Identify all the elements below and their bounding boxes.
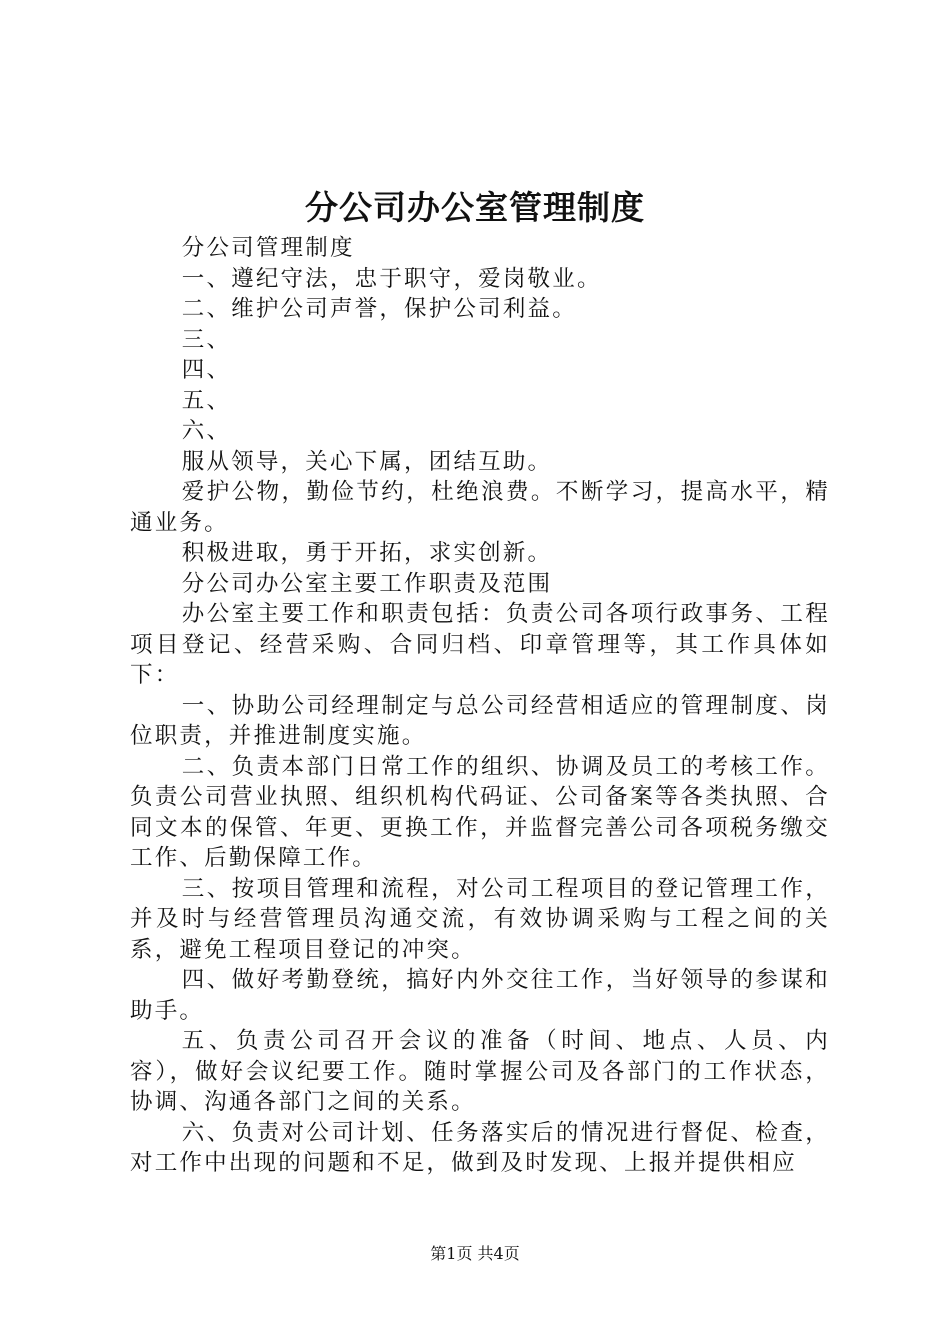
paragraph: 分公司管理制度 [181, 235, 355, 261]
paragraph: 三、按项目管理和流程，对公司工程项目的登记管理工作，并及时与经营管理员沟通交流，有效协调采购与工程之间的关系，避免工程项目登记的冲突。 [130, 875, 830, 963]
page-number: 第1页 共4页 [430, 1244, 520, 1263]
paragraph: 四、做好考勤登统，搞好内外交往工作，当好领导的参谋和助手。 [130, 967, 830, 1024]
paragraph: 办公室主要工作和职责包括：负责公司各项行政事务、工程项目登记、经营采购、合同归档、印章管理等，其工作具体如下： [130, 601, 830, 688]
document-body [130, 233, 830, 1179]
paragraph: 分公司办公室主要工作职责及范围 [181, 570, 553, 597]
paragraph: 三、 [181, 326, 232, 353]
paragraph: 一、遵纪守法，忠于职守，爱岗敬业。 [181, 265, 602, 292]
paragraph: 六、负责对公司计划、任务落实后的情况进行督促、检查，对工作中出现的问题和不足，做到及时发现、上报并提供相应 [130, 1119, 830, 1176]
paragraph: 二、负责本部门日常工作的组织、协调及员工的考核工作。负责公司营业执照、组织机构代码证、公司备案等各类执照、合同文本的保管、年更、更换工作，并监督完善公司各项税务缴交工作、后勤保障工作。 [130, 753, 830, 871]
document-title: 分公司办公室管理制度 [305, 188, 645, 227]
paragraph: 二、维护公司声誉，保护公司利益。 [181, 296, 577, 322]
paragraph: 积极进取，勇于开拓，求实创新。 [181, 540, 553, 566]
paragraph: 四、 [181, 357, 232, 383]
paragraph: 五、负责公司召开会议的准备（时间、地点、人员、内容），做好会议纪要工作。随时掌握公司及各部门的工作状态，协调、沟通各部门之间的关系。 [130, 1028, 830, 1115]
paragraph: 一、协助公司经理制定与总公司经营相适应的管理制度、岗位职责，并推进制度实施。 [130, 692, 830, 749]
paragraph: 服从领导，关心下属，团结互助。 [181, 448, 553, 475]
paragraph: 爱护公物，勤俭节约，杜绝浪费。不断学习，提高水平，精通业务。 [130, 479, 830, 536]
paragraph: 五、 [181, 387, 232, 414]
paragraph: 六、 [181, 418, 232, 444]
